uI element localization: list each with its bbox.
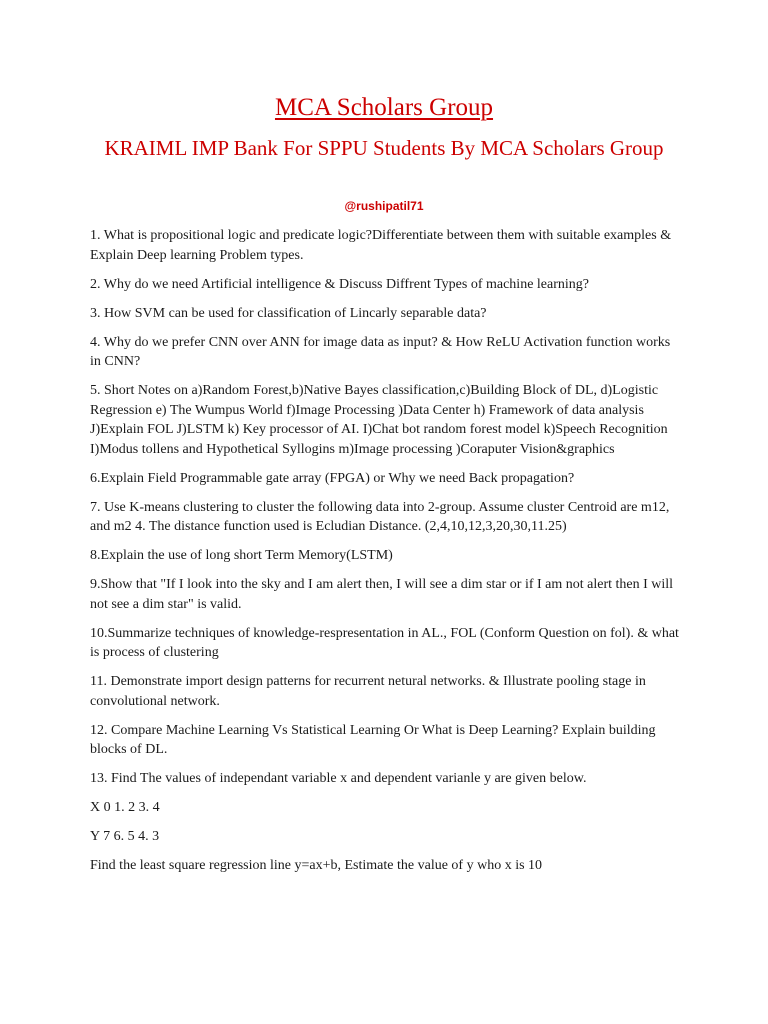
question-9: 9.Show that "If I look into the sky and I am alert then, I will see a dim star or if I am not alert then I will not see a dim star" is valid.	[90, 577, 674, 612]
author-handle: @rushipatil71	[344, 199, 424, 213]
question-13: 13. Find The values of independant variable x and dependent varianle y are given below.	[90, 771, 587, 786]
question-8: 8.Explain the use of long short Term Memory(LSTM)	[90, 548, 393, 563]
question-list	[90, 226, 682, 885]
question-7: 7. Use K-means clustering to cluster the following data into 2-group. Assume cluster Centroid are m12, and m2 4. The distance function used is Ecludian Distance. (2,4,10,12,3,20,30,11.25)	[90, 499, 670, 534]
question-13-task: Find the least square regression line y=ax+b, Estimate the value of y who x is 10	[90, 858, 543, 873]
question-5: 5. Short Notes on a)Random Forest,b)Native Bayes classification,c)Building Block of DL, d)Logistic Regression e) The Wumpus World f)Image Processing )Data Center h) Framework of data analysis J)Explain FOL J)LSTM k) Key processor of AI. I)Chat bot random forest model k)Speech Recognition I)Modus tollens and Hypothetical Syllogins m)Image processing )Coraputer Vision&graphics	[90, 383, 668, 457]
question-3: 3. How SVM can be used for classification of Lincarly separable data?	[90, 305, 487, 321]
question-10: 10.Summarize techniques of knowledge-respresentation in AL., FOL (Conform Question on fol). & what is process of clustering	[90, 625, 679, 660]
document-title: MCA Scholars Group	[274, 94, 494, 121]
question-1: 1. What is propositional logic and predicate logic?Differentiate between them with suitable examples & Explain Deep learning Problem types.	[90, 228, 672, 263]
question-6: 6.Explain Field Programmable gate array (FPGA) or Why we need Back propagation?	[90, 470, 575, 486]
question-4: 4. Why do we prefer CNN over ANN for image data as input? & How ReLU Activation function works in CNN?	[90, 334, 671, 369]
document-subtitle: KRAIML IMP Bank For SPPU Students By MCA Scholars Group	[104, 136, 664, 160]
question-12: 12. Compare Machine Learning Vs Statistical Learning Or What is Deep Learning? Explain building blocks of DL.	[90, 722, 656, 757]
y-values-line: Y 7 6. 5 4. 3	[90, 829, 160, 844]
question-2: 2. Why do we need Artificial intelligence & Discuss Diffrent Types of machine learning?	[90, 276, 589, 292]
question-11: 11. Demonstrate import design patterns for recurrent netural networks. & Illustrate pooling stage in convolutional network.	[90, 674, 646, 709]
x-values-line: X 0 1. 2 3. 4	[90, 800, 160, 815]
